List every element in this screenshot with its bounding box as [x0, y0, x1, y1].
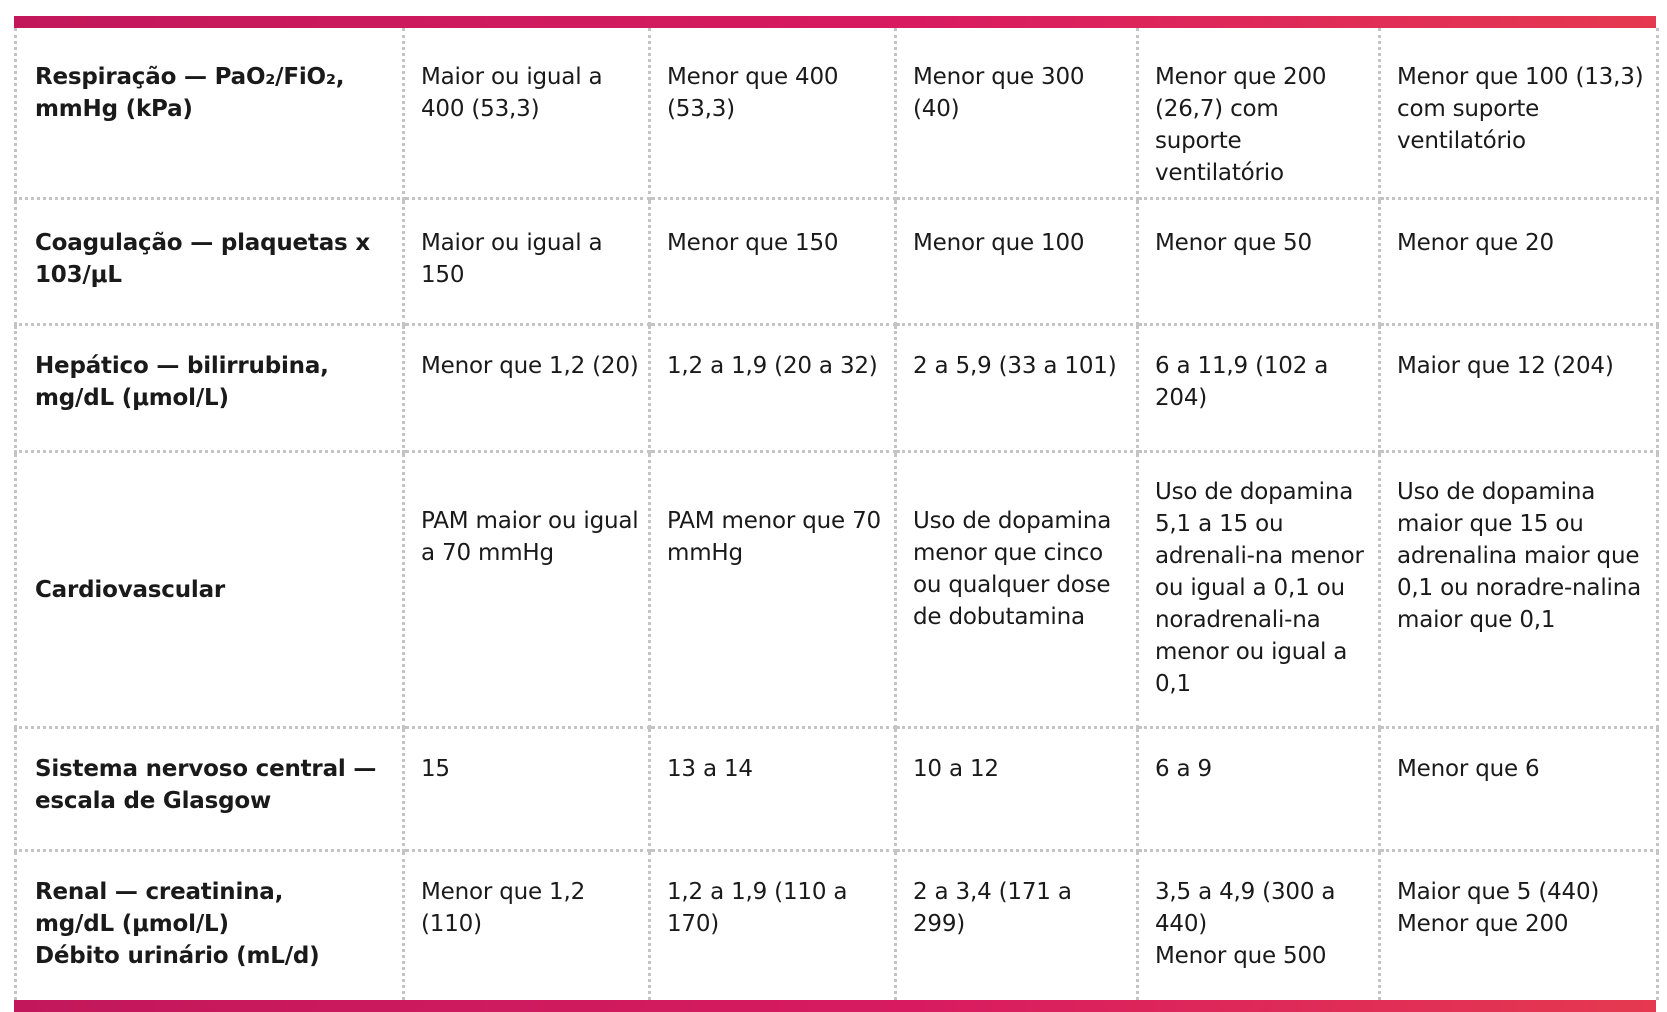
table-cell: Uso de dopamina 5,1 a 15 ou adrenali-na menor ou igual a 0,1 ou noradrenali-na menor ou igual a 0,1	[1138, 452, 1380, 728]
table-row	[16, 325, 1658, 452]
table-cell: Menor que 200 (26,7) com suporte ventilatório	[1138, 28, 1380, 199]
table-cell: Menor que 300 (40)	[896, 28, 1138, 199]
table-cell: Menor que 20	[1380, 199, 1658, 325]
table-cell: Maior ou igual a 400 (53,3)	[404, 28, 650, 199]
table-cell: Uso de dopamina maior que 15 ou adrenalina maior que 0,1 ou noradre-nalina maior que 0,1	[1380, 452, 1658, 728]
table-row	[16, 199, 1658, 325]
table-cell: 6 a 11,9 (102 a 204)	[1138, 325, 1380, 452]
table-cell: PAM maior ou igual a 70 mmHg	[404, 452, 650, 728]
row-label-coagulation: Coagulação — plaquetas x 103/μL	[16, 199, 404, 325]
row-label-hepatic: Hepático — bilirrubina, mg/dL (μmol/L)	[16, 325, 404, 452]
table-cell: Uso de dopamina menor que cinco ou qualquer dose de dobutamina	[896, 452, 1138, 728]
row-label-cns: Sistema nervoso central — escala de Glasgow	[16, 728, 404, 851]
sofa-table-container	[14, 16, 1656, 1012]
cell-line: Menor que 500	[1155, 943, 1327, 969]
table-cell: 10 a 12	[896, 728, 1138, 851]
table-cell: Maior que 12 (204)	[1380, 325, 1658, 452]
row-label-line: mg/dL (μmol/L)	[35, 911, 229, 937]
table-cell: Maior ou igual a 150	[404, 199, 650, 325]
cell-line: Maior que 5 (440)	[1397, 879, 1600, 905]
row-label-cardiovascular: Cardiovascular	[16, 452, 404, 728]
row-label-respiration: Respiração — PaO₂/FiO₂, mmHg (kPa)	[16, 28, 404, 199]
table-cell: PAM menor que 70 mmHg	[650, 452, 896, 728]
table-cell	[1138, 851, 1380, 1001]
table-cell: Menor que 50	[1138, 199, 1380, 325]
table-cell: Menor que 1,2 (110)	[404, 851, 650, 1001]
table-cell: 13 a 14	[650, 728, 896, 851]
row-label-renal	[16, 851, 404, 1001]
table-cell: Menor que 150	[650, 199, 896, 325]
table-cell: Menor que 6	[1380, 728, 1658, 851]
table-row	[16, 728, 1658, 851]
cell-line: 3,5 a 4,9 (300 a 440)	[1155, 879, 1336, 937]
table-cell: Menor que 400 (53,3)	[650, 28, 896, 199]
bottom-accent-bar	[14, 1000, 1656, 1012]
table-cell: 1,2 a 1,9 (110 a 170)	[650, 851, 896, 1001]
table-cell: 6 a 9	[1138, 728, 1380, 851]
row-label-line: Débito urinário (mL/d)	[35, 943, 320, 969]
table-cell	[1380, 851, 1658, 1001]
table-row	[16, 851, 1658, 1001]
cell-line: Menor que 200	[1397, 911, 1569, 937]
table-cell: 15	[404, 728, 650, 851]
row-label-line: Renal — creatinina,	[35, 879, 284, 905]
table-cell: 2 a 5,9 (33 a 101)	[896, 325, 1138, 452]
table-cell: Menor que 1,2 (20)	[404, 325, 650, 452]
table-row	[16, 452, 1658, 728]
top-accent-bar	[14, 16, 1656, 28]
table-cell: Menor que 100 (13,3) com suporte ventilatório	[1380, 28, 1658, 199]
sofa-score-table	[14, 28, 1659, 1000]
table-cell: 1,2 a 1,9 (20 a 32)	[650, 325, 896, 452]
table-cell: Menor que 100	[896, 199, 1138, 325]
table-cell: 2 a 3,4 (171 a 299)	[896, 851, 1138, 1001]
table-row	[16, 28, 1658, 199]
